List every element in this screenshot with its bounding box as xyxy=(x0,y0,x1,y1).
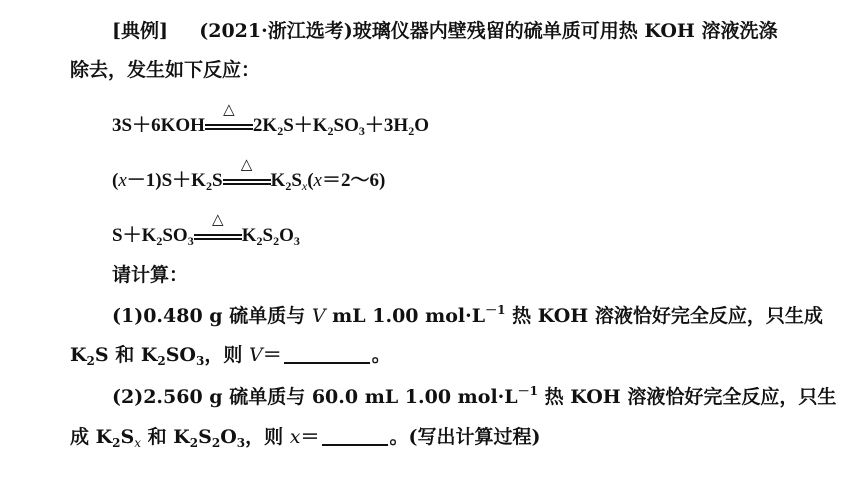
question-1-text: SO xyxy=(165,344,196,366)
superscript: －1 xyxy=(517,384,539,398)
subscript: 3 xyxy=(195,354,205,368)
heat-symbol: △ xyxy=(211,212,224,228)
question-1-text: ＝ xyxy=(262,344,282,366)
subscript: 3 xyxy=(293,234,300,248)
subscript: 2 xyxy=(112,436,121,450)
intro-text-b: 除去，发生如下反应： xyxy=(70,59,261,81)
reaction-3-product: K xyxy=(241,225,257,246)
question-1-text: 热 KOH 溶液恰好完全反应，只生成 xyxy=(505,305,823,327)
subscript: 2 xyxy=(156,234,163,248)
reaction-2-product: K xyxy=(270,170,286,191)
answer-blank-2[interactable] xyxy=(322,424,388,446)
reaction-2-reactants: S xyxy=(211,170,223,191)
heat-arrow xyxy=(205,102,253,139)
reaction-1 xyxy=(112,102,429,139)
subscript: 3 xyxy=(358,124,365,138)
variable-x: x xyxy=(289,426,301,448)
subscript: 2 xyxy=(273,234,280,248)
question-2-text: 。(写出计算过程) xyxy=(389,426,541,448)
answer-blank-1[interactable] xyxy=(284,342,370,364)
heat-arrow xyxy=(223,157,271,194)
reaction-3 xyxy=(112,212,300,249)
subscript: 2 xyxy=(285,179,292,193)
reaction-3-product: S xyxy=(262,225,274,246)
subscript: 2 xyxy=(211,436,221,450)
reaction-3-product: O xyxy=(279,225,294,246)
reaction-2-condition: ( xyxy=(307,170,314,191)
example-tag: [典例] xyxy=(112,20,168,42)
reaction-3-reactants: SO xyxy=(162,225,188,246)
question-1-text: 。 xyxy=(371,344,391,366)
variable-x: x xyxy=(118,170,127,191)
question-2-text: O xyxy=(220,426,237,448)
heat-arrow xyxy=(194,212,242,249)
subscript-variable: x xyxy=(134,436,142,450)
reaction-2-product: S xyxy=(291,170,302,191)
reaction-3-reactants: S＋K xyxy=(112,225,157,246)
subscript: 2 xyxy=(205,179,212,193)
question-2-text: ＝ xyxy=(300,426,320,448)
reaction-2-reactants: －1)S＋K xyxy=(126,170,206,191)
subscript: 2 xyxy=(157,354,166,368)
question-2-text: S xyxy=(198,426,212,448)
reaction-2-reactants: ( xyxy=(112,170,119,191)
heat-symbol: △ xyxy=(240,157,253,173)
superscript: －1 xyxy=(485,303,506,317)
calc-prompt-text: 请计算： xyxy=(112,264,189,286)
calc-prompt xyxy=(112,262,188,288)
reaction-1-product: O xyxy=(414,115,429,136)
question-1-text: ，则 xyxy=(204,344,249,366)
heat-symbol: △ xyxy=(223,102,235,118)
question-1-text: S 和 K xyxy=(94,344,158,366)
question-2-line-2 xyxy=(70,424,540,450)
question-2-text: ，则 xyxy=(245,426,290,448)
reaction-1-product: S＋K xyxy=(283,115,328,136)
question-1-line-2 xyxy=(70,342,391,368)
reaction-2 xyxy=(112,157,386,194)
question-1-line-1 xyxy=(112,303,823,329)
question-2-text: (2)2.560 g 硫单质与 60.0 mL 1.00 mol·L xyxy=(112,386,518,408)
exam-source: (2021·浙江选考) xyxy=(199,20,353,42)
question-2-text: S xyxy=(120,426,135,448)
subscript: 2 xyxy=(256,234,263,248)
question-2-text: 和 K xyxy=(141,426,190,448)
subscript: 2 xyxy=(327,124,334,138)
subscript: 2 xyxy=(408,124,415,138)
variable-v: V xyxy=(248,344,263,366)
question-2-text: 成 K xyxy=(70,426,113,448)
question-1-text: (1)0.480 g 硫单质与 xyxy=(112,305,312,327)
subscript: 3 xyxy=(187,234,194,248)
reaction-2-condition: ＝2～6) xyxy=(321,170,386,191)
reaction-1-product: 2K xyxy=(252,115,278,136)
reaction-1-product: SO xyxy=(333,115,359,136)
reaction-1-product: ＋3H xyxy=(364,115,409,136)
question-1-text: K xyxy=(70,344,87,366)
subscript: 2 xyxy=(277,124,284,138)
question-1-text: mL 1.00 mol·L xyxy=(325,305,486,327)
variable-x: x xyxy=(313,170,322,191)
question-2-line-1 xyxy=(112,384,836,410)
subscript: 2 xyxy=(86,354,95,368)
intro-line-2 xyxy=(70,57,260,83)
subscript: 3 xyxy=(236,436,246,450)
reaction-1-reactants: 3S＋6KOH xyxy=(112,115,205,136)
intro-text-a: 玻璃仪器内壁残留的硫单质可用热 KOH 溶液洗涤 xyxy=(352,20,778,42)
intro-line-1 xyxy=(112,18,777,44)
subscript-variable: x xyxy=(301,179,308,193)
question-2-text: 热 KOH 溶液恰好完全反应，只生 xyxy=(538,386,837,408)
variable-v: V xyxy=(311,305,326,327)
subscript: 2 xyxy=(189,436,199,450)
